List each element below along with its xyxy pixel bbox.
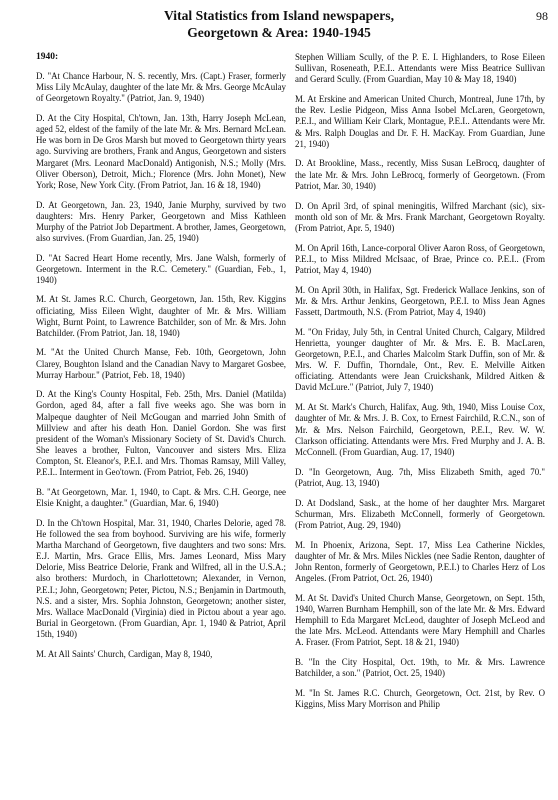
vital-record-entry: M. At St. James R.C. Church, Georgetown, Jan. 15th, Rev. Kiggins officiating, Miss Eileen Wight, daughter of Mr. & Mrs. William Wight, Burnt Point, to Lawrence Batchilder, son of Mr. & Mrs. John Batchilder. (From Patriot, Jan. 18, 1940) (36, 294, 286, 338)
vital-record-entry: M. "At the United Church Manse, Feb. 10th, Georgetown, John Clarey, Boughton Island and the Canadian Navy to Margaret Gosbee, Murray Harbour." (Patriot, Feb. 18, 1940) (36, 347, 286, 380)
vital-record-entry: M. "On Friday, July 5th, in Central United Church, Calgary, Mildred Henrietta, younger daughter of Mr. & Mrs. E. B. MacLaren, Georgetown, P.E.I., and Charles Malcolm Stark Duffin, son of Mr. & Mrs. W. F. Duffin, Thorndale, Ont., Rev. E. Melville Aitken officiating. Attendants were Jean Cruickshank, Mildred Aitken & David McLure." (Patriot, July 7, 1940) (295, 326, 545, 393)
vital-record-entry: D. On April 3rd, of spinal meningitis, Wilfred Marchant (sic), six-month old son of Mr. & Mrs. Frank Marchant, Georgetown Royalty. (From Patriot, Apr. 5, 1940) (295, 200, 545, 233)
right-column (295, 52, 545, 719)
vital-record-entry: D. At the City Hospital, Ch'town, Jan. 13th, Harry Joseph McLean, aged 52, eldest of the family of the late Mr. & Mrs. Bernard McLean. He was born in De Gros Marsh but moved to Georgetown thirty years ago. Surviving are brothers, Frank and Angus, Georgetown and sisters Margaret (Mrs. Leonard MacDonald) Antigonish, N.S.; Molly (Mrs. Oliver Oberson), Detroit, Mich.; Florence (Mrs. John Monet), New York; Rose, New York City. (From Patriot, Jan. 16 & 18, 1940) (36, 113, 286, 190)
vital-record-entry: M. "In St. James R.C. Church, Georgetown, Oct. 21st, by Rev. O Kiggins, Miss Mary Morrison and Philip (295, 688, 545, 710)
left-column (36, 52, 286, 668)
vital-record-entry: M. On April 16th, Lance-corporal Oliver Aaron Ross, of Georgetown, P.E.I., to Miss Mildred McIsaac, of Brae, Prince co. P.E.I.. (From Patriot, May 4, 1940) (295, 242, 545, 275)
vital-record-entry: D. "In Georgetown, Aug. 7th, Miss Elizabeth Smith, aged 70." (Patriot, Aug. 13, 1940) (295, 466, 545, 488)
vital-record-entry: D. At Georgetown, Jan. 23, 1940, Janie Murphy, survived by two daughters: Mrs. Henry Parker, Georgetown and Miss Kathleen Murphy of the Patriot Job Department. A brother, James, Georgetown, also survives. (From Guardian, Jan. 25, 1940) (36, 199, 286, 243)
vital-record-entry: M. At All Saints' Church, Cardigan, May 8, 1940, (36, 648, 213, 659)
vital-record-entry: M. In Phoenix, Arizona, Sept. 17, Miss Lea Catherine Nickles, daughter of Mr. & Mrs. Miles Nickles (nee Sadie Renton, daughter of John Renton, formerly of Georgetown, P.E.I.) to Charles Herz of Los Angeles. (From Patriot, Oct. 26, 1940) (295, 539, 545, 584)
vital-record-entry: D. At the King's County Hospital, Feb. 25th, Mrs. Daniel (Matilda) Gordon, aged 84, after a fall five weeks ago. She was born in Malpeque daughter of Neil McGougan and married John Smith of Millview and after his death Hon. Daniel Gordon. She was first president of the Woman's Missionary Society of St. David's Church. She leaves a brother, Fulton, Vancouver and sisters Mrs. Eliza Compton, St. Eleanor's, P.E.I. and Mrs. Thomas Ramsay, Mill Valley, P.E.I.. Interment in Geo'town. (From Patriot, Feb. 26, 1940) (36, 389, 286, 478)
page-title-line-2: Georgetown & Area: 1940-1945 (187, 25, 371, 40)
vital-record-entry: M. At Erskine and American United Church, Montreal, June 17th, by the Rev. Leslie Pidgeon, Miss Anna Isobel McLaren, Georgetown, P.E.I., and William Keir Clark, Montague, P.E.I.. Attendants were Mr. & Mrs. Ralph Douglas and Dr. F. H. MacKay. From Guardian, June 21, 1940) (295, 94, 545, 149)
vital-record-entry: Stephen William Scully, of the P. E. I. Highlanders, to Rose Eileen Sullivan, Roseneath, P.E.I.. Attendants were Miss Beatrice Sullivan and Gerard Scully. (From Guardian, May 10 & May 18, 1940) (295, 52, 545, 85)
page-number: 98 (536, 9, 548, 23)
vital-record-entry: M. On April 30th, in Halifax, Sgt. Frederick Wallace Jenkins, son of Mr. & Mrs. Arthur Jenkins, Georgetown, P.E.I. to Miss Jean Agnes Fassett, Dartmouth, N.S. (From Patriot, May 4, 1940) (295, 284, 545, 317)
vital-record-entry: D. At Dodsland, Sask., at the home of her daughter Mrs. Margaret Schurman, Mrs. Elizabeth McConnell, formerly of Georgetown. (From Patriot, Aug. 29, 1940) (295, 497, 545, 530)
vital-record-entry: M. At St. David's United Church Manse, Georgetown, on Sept. 15th, 1940, Warren Burnham Hemphill, son of the late Mr. & Mrs. Edward Hemphill to Eda Margaret McLeod, daughter of Joseph McLeod and the late Mrs. McLeod. Attendants were Mary Hemphill and Charles A. Fraser. (From Patriot, Sept. 18 & 21, 1940) (295, 592, 545, 648)
vital-record-entry: B. "At Georgetown, Mar. 1, 1940, to Capt. & Mrs. C.H. George, nee Elsie Knight, a daughter." (Guardian, Mar. 6, 1940) (36, 486, 286, 509)
vital-record-entry: D. At Brookline, Mass., recently, Miss Susan LeBrocq, daughter of the late Mr. & Mrs. John LeBrocq, formerly of Georgetown. (From Patriot, Mar. 30, 1940) (295, 158, 545, 191)
vital-record-entry: D. "At Chance Harbour, N. S. recently, Mrs. (Capt.) Fraser, formerly Miss Lily McAulay, daughter of the late Mr. & Mrs. George McAulay of Georgetown Royalty." (Patriot, Jan. 9, 1940) (36, 71, 286, 104)
page-title-line-1: Vital Statistics from Island newspapers, (164, 8, 394, 23)
page-header (0, 8, 558, 44)
vital-record-entry: D. In the Ch'town Hospital, Mar. 31, 1940, Charles Delorie, aged 78. He followed the sea from boyhood. Surviving are his wife, formerly Martha Marchand of Georgetown, five daughters and two sons: Mrs. E.J. Martin, Mrs. Grace Ellis, Mrs. James Leonard, Miss Mary Delorie, Miss Beatrice Delorie, Frank and Wilfred, all in the U.S.A.; also brothers: Murdoch, in Charlottetown; Alexander, in Vernon, P.E.I.; John, Georgetown; Peter, Pictou, N.S.; Benjamin in Dartmouth, N.S. and a sister, Mrs. Sophia Johnston, Georgetown; another sister, Mrs. Wallace MacDonald (Virginia) died in Pictou about a year ago. Burial in Georgetown. (From Guardian, Apr. 1, 1940 & Patriot, April 15th, 1940) (36, 517, 286, 640)
vital-record-entry: D. "At Sacred Heart Home recently, Mrs. Jane Walsh, formerly of Georgetown. Interment in the R.C. Cemetery." (Guardian, Feb., 1, 1940) (36, 252, 286, 285)
vital-record-entry: M. At St. Mark's Church, Halifax, Aug. 9th, 1940, Miss Louise Cox, daughter of Mr. & Mrs. J. B. Cox, to Ernest Fairchild, R.C.N., son of Mr. & Mrs. Nelson Fairchild, Georgetown, P.E.I., Rev. W. W. Clarkson officiating. Attendants were Mrs. Fred Murphy and J. A. B. McConnell. (From Guardian, Aug. 17, 1940) (295, 402, 545, 457)
vital-record-entry: B. "In the City Hospital, Oct. 19th, to Mr. & Mrs. Lawrence Batchilder, a son." (Patriot, Oct. 25, 1940) (295, 657, 545, 679)
year-heading: 1940: (36, 52, 59, 62)
